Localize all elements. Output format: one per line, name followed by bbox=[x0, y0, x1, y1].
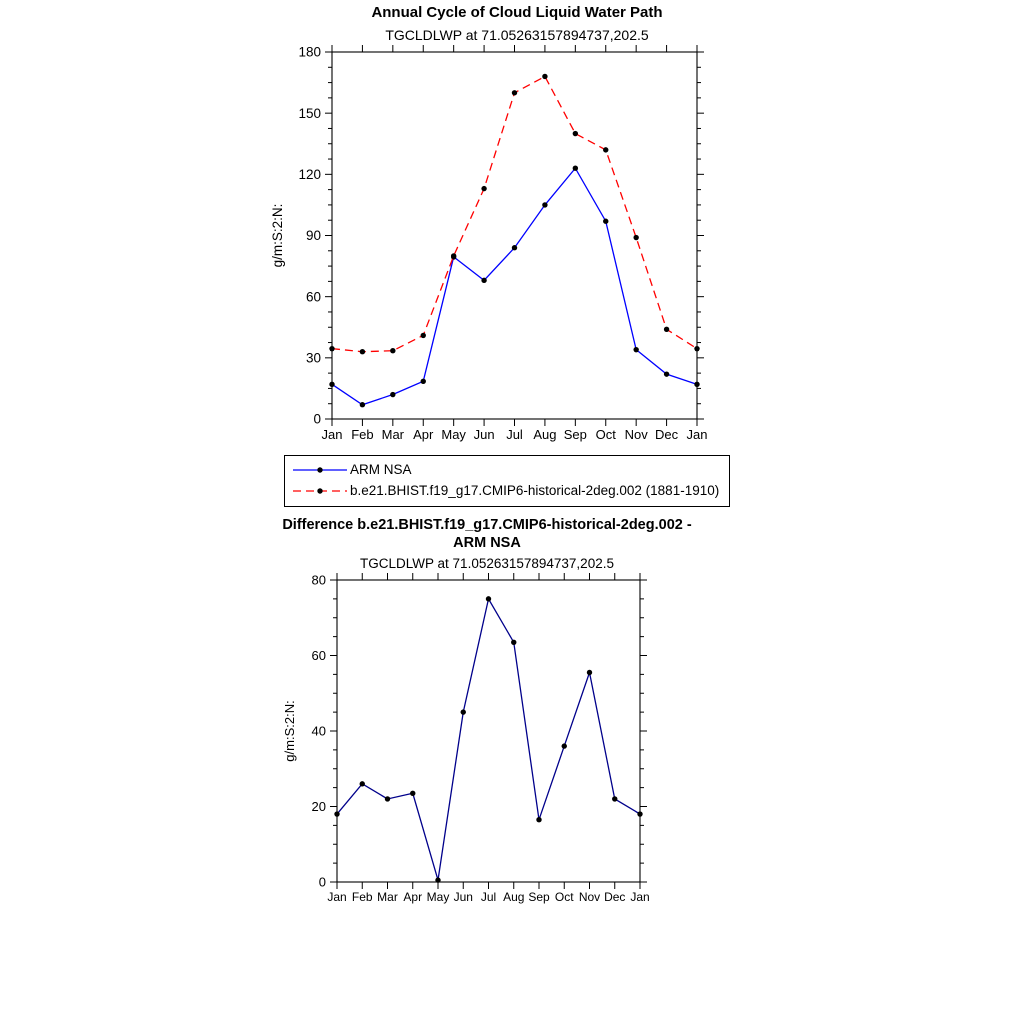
series-line bbox=[337, 599, 640, 880]
data-point-marker bbox=[633, 235, 638, 240]
data-point-marker bbox=[334, 811, 339, 816]
y-tick-label: 150 bbox=[298, 105, 321, 121]
data-point-marker bbox=[562, 743, 567, 748]
top-chart-subtitle: TGCLDLWP at 71.05263157894737,202.5 bbox=[385, 27, 649, 43]
y-tick-label: 30 bbox=[305, 350, 321, 366]
data-point-marker bbox=[512, 245, 517, 250]
x-tick-label: Dec bbox=[655, 427, 679, 442]
data-point-marker bbox=[329, 346, 334, 351]
x-tick-label: Oct bbox=[595, 427, 616, 442]
data-point-marker bbox=[461, 709, 466, 714]
data-point-marker bbox=[542, 202, 547, 207]
data-point-marker bbox=[360, 781, 365, 786]
series-line bbox=[332, 76, 697, 351]
data-point-marker bbox=[542, 74, 547, 79]
top-chart-plot bbox=[262, 44, 772, 444]
data-point-marker bbox=[329, 382, 334, 387]
top-chart bbox=[262, 4, 772, 507]
top-chart-title: Annual Cycle of Cloud Liquid Water Path bbox=[371, 4, 663, 21]
data-point-marker bbox=[481, 278, 486, 283]
y-tick-label: 40 bbox=[311, 723, 326, 739]
x-tick-label: Jul bbox=[506, 427, 523, 442]
x-tick-label: Jan bbox=[321, 427, 343, 442]
data-point-marker bbox=[637, 811, 642, 816]
data-point-marker bbox=[536, 817, 541, 822]
y-axis-label: g/m:S:2:N: bbox=[270, 203, 285, 268]
x-tick-label: Dec bbox=[604, 890, 626, 904]
x-tick-label: Apr bbox=[403, 890, 423, 904]
x-tick-label: Jan bbox=[686, 427, 708, 442]
data-point-marker bbox=[360, 349, 365, 354]
difference-chart-plot bbox=[272, 572, 702, 912]
x-tick-label: Feb bbox=[351, 890, 373, 904]
x-tick-label: Feb bbox=[351, 427, 374, 442]
legend-row bbox=[291, 480, 719, 501]
data-point-marker bbox=[486, 596, 491, 601]
plot-frame bbox=[332, 52, 697, 419]
legend-line-sample bbox=[291, 484, 349, 498]
data-point-marker bbox=[512, 90, 517, 95]
data-point-marker bbox=[360, 402, 365, 407]
y-tick-label: 90 bbox=[305, 228, 321, 244]
data-point-marker bbox=[573, 166, 578, 171]
x-tick-label: Oct bbox=[554, 890, 574, 904]
x-tick-label: Jul bbox=[480, 890, 497, 904]
plot-frame bbox=[337, 580, 640, 882]
data-point-marker bbox=[603, 219, 608, 224]
data-point-marker bbox=[390, 348, 395, 353]
legend-line-sample bbox=[291, 463, 349, 477]
data-point-marker bbox=[587, 670, 592, 675]
y-tick-label: 60 bbox=[311, 648, 326, 664]
y-tick-label: 20 bbox=[311, 799, 326, 815]
data-point-marker bbox=[694, 382, 699, 387]
data-point-marker bbox=[435, 877, 440, 882]
data-point-marker bbox=[694, 346, 699, 351]
legend-row bbox=[291, 459, 719, 480]
data-point-marker bbox=[573, 131, 578, 136]
x-tick-label: Jan bbox=[327, 890, 347, 904]
difference-chart-title: Difference b.e21.BHIST.f19_g17.CMIP6-historical-2deg.002 - ARM NSA bbox=[282, 517, 692, 551]
x-tick-label: Nov bbox=[624, 427, 648, 442]
x-tick-label: Mar bbox=[377, 890, 398, 904]
y-tick-label: 80 bbox=[311, 572, 326, 588]
x-tick-label: Mar bbox=[381, 427, 405, 442]
data-point-marker bbox=[410, 791, 415, 796]
data-point-marker bbox=[664, 327, 669, 332]
x-tick-label: Sep bbox=[528, 890, 550, 904]
legend-marker bbox=[317, 488, 322, 493]
x-tick-label: May bbox=[426, 890, 450, 904]
x-tick-label: Apr bbox=[413, 427, 434, 442]
data-point-marker bbox=[451, 253, 456, 258]
x-tick-label: Sep bbox=[563, 427, 587, 442]
x-tick-label: Jan bbox=[630, 890, 650, 904]
y-axis-label: g/m:S:2:N: bbox=[282, 700, 297, 762]
y-tick-label: 0 bbox=[313, 411, 321, 427]
data-point-marker bbox=[612, 796, 617, 801]
y-tick-label: 120 bbox=[298, 167, 321, 183]
series-line bbox=[332, 168, 697, 405]
x-tick-label: Jun bbox=[473, 427, 495, 442]
x-tick-label: Nov bbox=[578, 890, 601, 904]
difference-chart bbox=[272, 516, 702, 912]
legend-marker bbox=[317, 467, 322, 472]
data-point-marker bbox=[385, 796, 390, 801]
x-tick-label: Jun bbox=[453, 890, 473, 904]
x-tick-label: May bbox=[441, 427, 466, 442]
data-point-marker bbox=[664, 371, 669, 376]
x-tick-label: Aug bbox=[533, 427, 557, 442]
legend-label: ARM NSA bbox=[350, 462, 412, 477]
y-tick-label: 0 bbox=[318, 874, 326, 890]
data-point-marker bbox=[481, 186, 486, 191]
x-tick-label: Aug bbox=[503, 890, 525, 904]
data-point-marker bbox=[390, 392, 395, 397]
difference-chart-subtitle: TGCLDLWP at 71.05263157894737,202.5 bbox=[360, 556, 614, 571]
data-point-marker bbox=[421, 333, 426, 338]
data-point-marker bbox=[421, 379, 426, 384]
legend bbox=[284, 455, 730, 507]
data-point-marker bbox=[511, 640, 516, 645]
y-tick-label: 60 bbox=[305, 289, 321, 305]
data-point-marker bbox=[603, 147, 608, 152]
data-point-marker bbox=[633, 347, 638, 352]
legend-label: b.e21.BHIST.f19_g17.CMIP6-historical-2deg.002 (1881-1910) bbox=[350, 483, 720, 498]
y-tick-label: 180 bbox=[298, 44, 321, 60]
